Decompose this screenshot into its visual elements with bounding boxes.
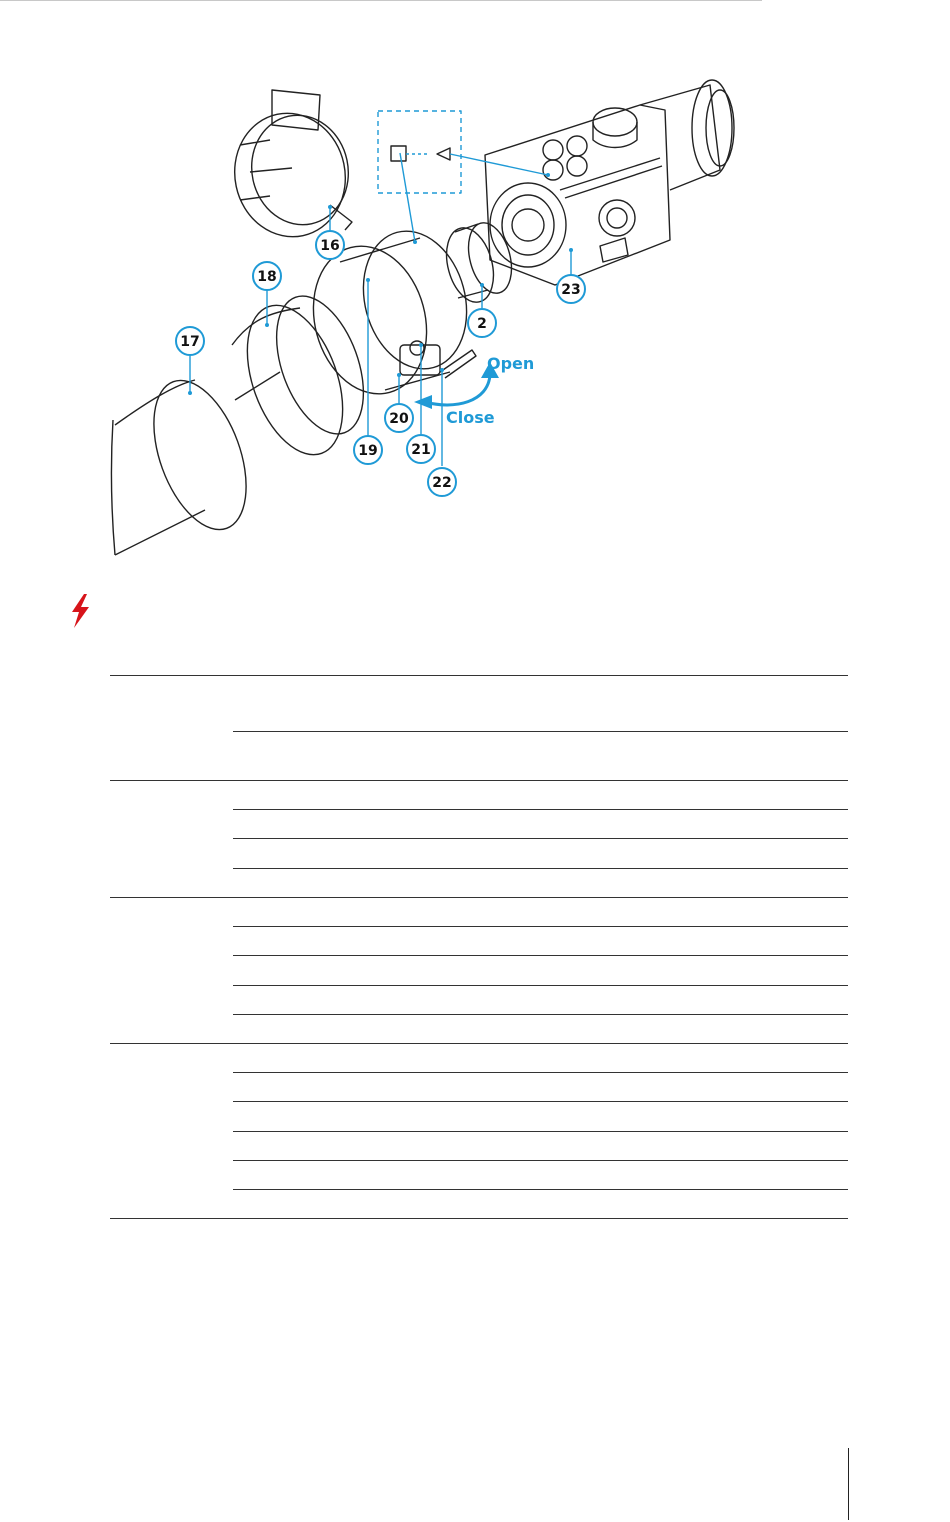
table-rule <box>233 1160 848 1161</box>
table-rule <box>233 838 848 839</box>
table-rule <box>110 780 848 781</box>
table-rule <box>233 868 848 869</box>
device-body <box>485 80 734 285</box>
table-rule <box>233 1014 848 1015</box>
table-rule <box>233 955 848 956</box>
callout-21: 21 <box>411 442 431 458</box>
callout-23: 23 <box>561 282 581 298</box>
table-rule <box>110 675 848 676</box>
lightning-bolt-icon <box>66 593 94 629</box>
callout-18: 18 <box>257 269 277 285</box>
table-rule <box>233 926 848 927</box>
assembly-diagram <box>0 0 950 570</box>
page-marker-bar <box>848 1448 849 1520</box>
table-rule <box>233 1101 848 1102</box>
table-rule <box>110 1043 848 1044</box>
callout-2: 2 <box>477 316 487 332</box>
lens-cap <box>223 90 358 247</box>
table-rule <box>233 1072 848 1073</box>
callout-19: 19 <box>358 443 378 459</box>
table-rule <box>110 897 848 898</box>
table-rule <box>233 809 848 810</box>
rotation-arrow <box>425 375 490 405</box>
callout-16: 16 <box>320 238 340 254</box>
callout-20: 20 <box>389 411 409 427</box>
open-label: Open <box>487 354 535 373</box>
table-rule <box>233 1189 848 1190</box>
table-rule <box>233 985 848 986</box>
eyepiece-adapter <box>439 218 519 307</box>
table-rule <box>233 1131 848 1132</box>
callout-17: 17 <box>180 334 200 350</box>
close-label: Close <box>446 408 495 427</box>
table-rule <box>110 1218 848 1219</box>
table-rule <box>233 731 848 732</box>
callout-22: 22 <box>432 475 452 491</box>
